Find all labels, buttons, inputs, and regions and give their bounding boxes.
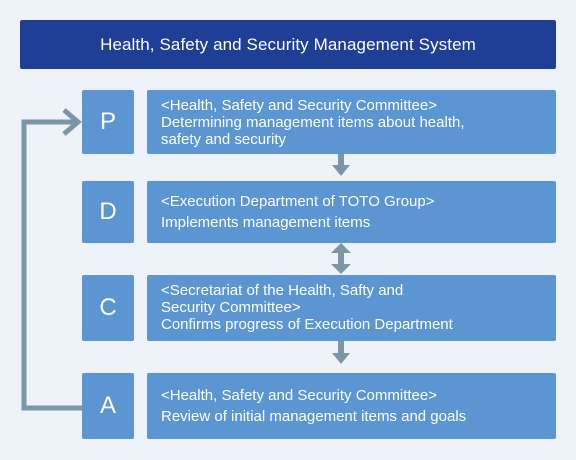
phase-d-letter: D: [99, 198, 117, 225]
phase-c-desc-line1: Confirms progress of Execution Department: [161, 316, 453, 333]
arrow-d-c-head-up: [331, 243, 351, 253]
arrow-p-to-d-head: [332, 165, 350, 176]
phase-p-desc-line1: Determining management items about health,: [161, 114, 465, 131]
arrow-d-c-shaft: [338, 252, 344, 265]
page-title: Health, Safety and Security Management System: [20, 20, 556, 69]
arrow-c-to-a-shaft: [338, 341, 344, 355]
phase-p-desc-line2: safety and security: [161, 131, 287, 148]
phase-p-description: [147, 90, 556, 154]
feedback-loop-arrowhead: [64, 110, 78, 134]
phase-d-box: [82, 181, 134, 243]
phase-p-letter: P: [99, 108, 116, 135]
phase-c-org-line2: Security Committee>: [161, 299, 301, 316]
phase-p-box: [82, 90, 134, 154]
phase-a-description: [147, 373, 556, 439]
arrow-d-c-head-down: [331, 264, 351, 274]
arrow-c-to-a-head: [332, 353, 350, 364]
phase-d-description: [147, 181, 556, 243]
phase-c-description: [147, 275, 556, 341]
phase-c-box: [82, 275, 134, 341]
phase-a-letter: A: [99, 392, 116, 419]
arrow-p-to-d-shaft: [338, 153, 344, 167]
phase-p-org: <Health, Safety and Security Committee>: [161, 97, 437, 114]
phase-c-org-line1: <Secretariat of the Health, Safty and: [161, 282, 404, 299]
feedback-loop-line: [24, 122, 82, 408]
phase-d-desc-line1: Implements management items: [161, 214, 371, 231]
phase-c-letter: C: [99, 294, 117, 321]
phase-a-org: <Health, Safety and Security Committee>: [161, 387, 437, 404]
phase-d-org: <Execution Department of TOTO Group>: [161, 193, 435, 210]
phase-a-desc-line1: Review of initial management items and goals: [161, 408, 467, 425]
phase-a-box: [82, 373, 134, 439]
